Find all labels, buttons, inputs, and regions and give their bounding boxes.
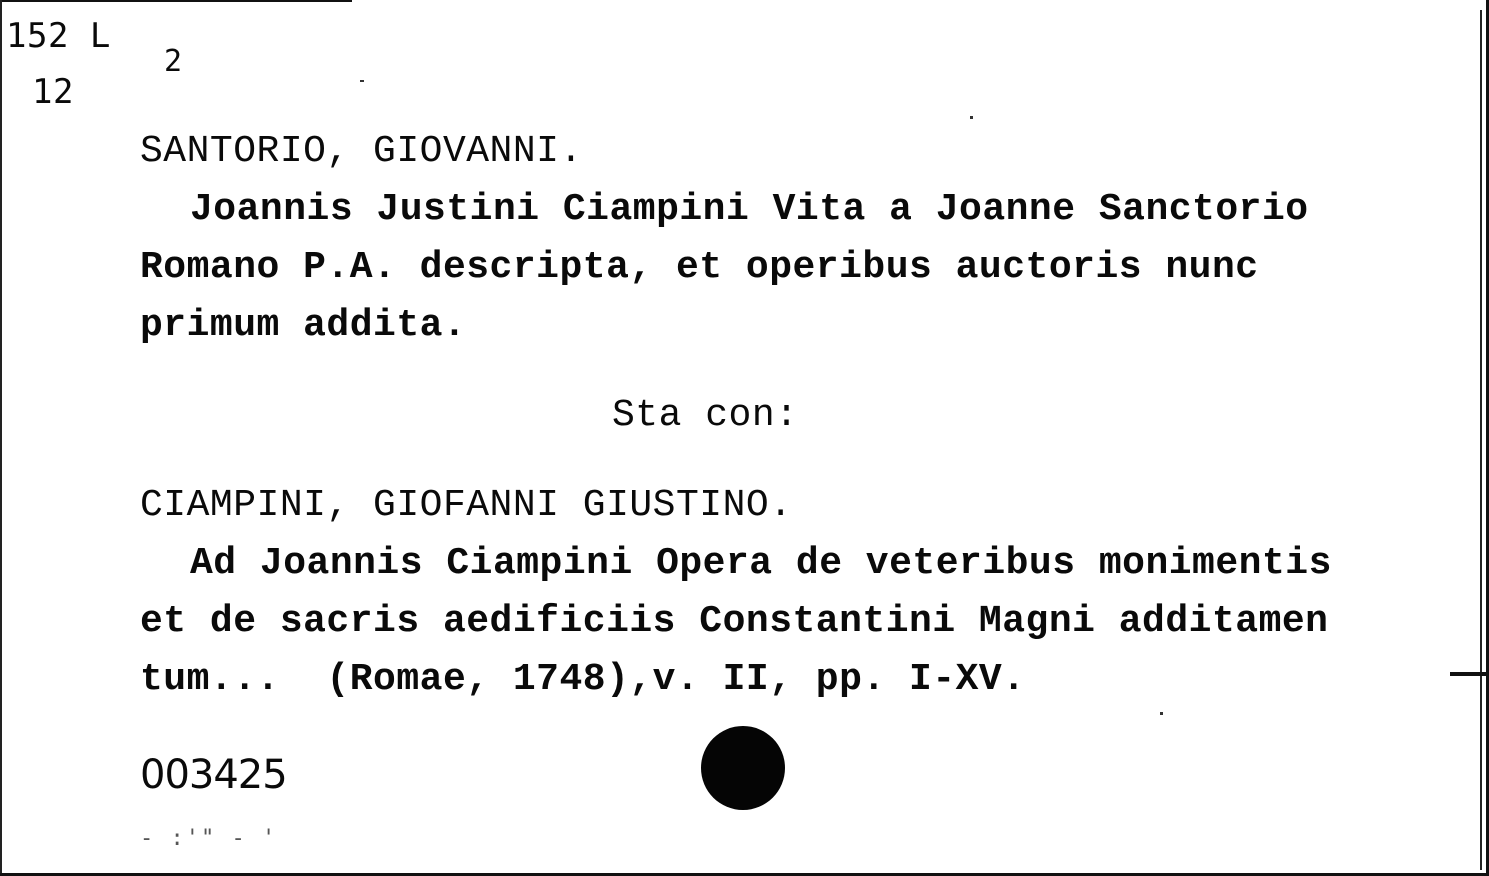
card-left-edge (0, 0, 2, 876)
speck (970, 116, 973, 119)
card-right-inner-edge (1480, 10, 1482, 870)
call-number-superscript: 2 (164, 44, 183, 79)
call-number-line2: 12 (32, 72, 74, 112)
entry1-line-2: Romano P.A. descripta, et operibus auctoris nunc (140, 246, 1259, 289)
speck (360, 80, 364, 82)
hyphenation-underline (1450, 672, 1486, 676)
entry2-line-3: tum... (Romae, 1748),v. II, pp. I-XV. (140, 658, 1026, 701)
faint-marks: - :'" - ' (140, 826, 278, 851)
accession-number: 003425 (140, 752, 287, 798)
card-top-edge (0, 0, 352, 2)
punch-hole (701, 726, 785, 810)
entry2-line-1: Ad Joannis Ciampini Opera de veteribus monimentis (190, 542, 1332, 585)
entry1-line-3: primum addita. (140, 304, 467, 347)
entry2-line-2: et de sacris aedificiis Constantini Magni additamen (140, 600, 1329, 643)
entry2-heading: CIAMPINI, GIOFANNI GIUSTINO. (140, 484, 793, 527)
entry1-line-1: Joannis Justini Ciampini Vita a Joanne Sanctorio (190, 188, 1309, 231)
call-number-line1: 152 L (6, 16, 111, 56)
cross-reference: Sta con: (612, 394, 799, 437)
speck (1160, 712, 1163, 715)
entry1-heading: SANTORIO, GIOVANNI. (140, 130, 583, 173)
